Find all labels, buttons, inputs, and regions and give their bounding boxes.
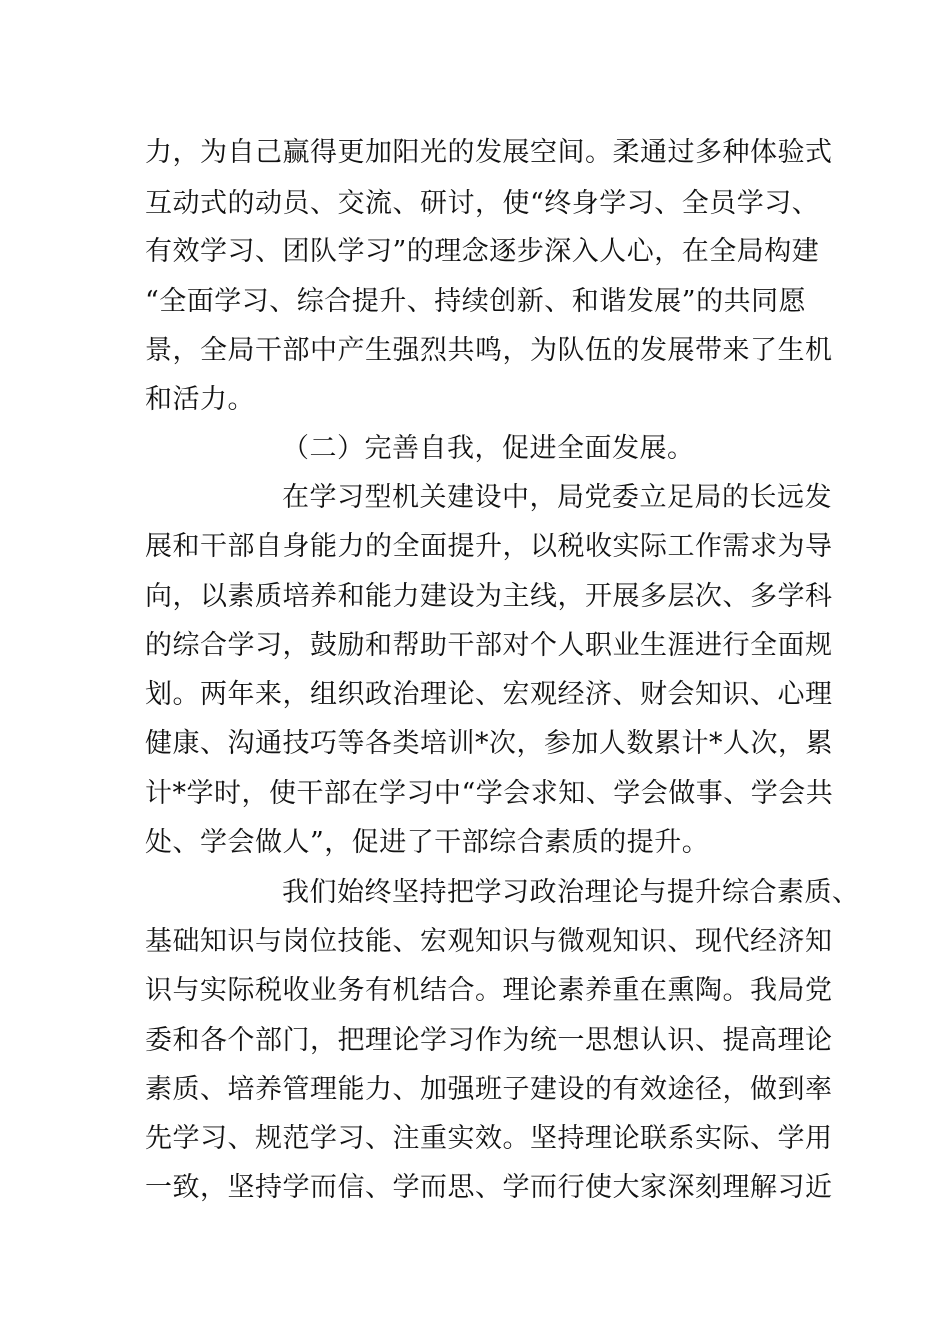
- paragraph-line: 互动式的动员、交流、研讨，使“终身学习、全员学习、: [145, 188, 820, 219]
- paragraph-line: 向，以素质培养和能力建设为主线，开展多层次、多学科: [145, 581, 833, 612]
- section-heading: （二）完善自我，促进全面发展。: [282, 433, 695, 464]
- paragraph-line: 和活力。: [145, 384, 255, 415]
- paragraph-line: 在学习型机关建设中，局党委立足局的长远发: [282, 482, 832, 513]
- paragraph-line: 计*学时，使干部在学习中“学会求知、学会做事、学会共: [145, 778, 834, 809]
- paragraph-line: 素质、培养管理能力、加强班子建设的有效途径，做到率: [145, 1074, 833, 1105]
- paragraph-line: 的综合学习，鼓励和帮助干部对个人职业生涯进行全面规: [145, 630, 833, 661]
- paragraph-line: 展和干部自身能力的全面提升，以税收实际工作需求为导: [145, 531, 833, 562]
- paragraph-line: 处、学会做人”，促进了干部综合素质的提升。: [145, 827, 710, 858]
- paragraph-line: 有效学习、团队学习”的理念逐步深入人心，在全局构建: [145, 236, 820, 267]
- paragraph-line: 识与实际税收业务有机结合。理论素养重在熏陶。我局党: [145, 975, 833, 1006]
- paragraph-line: 先学习、规范学习、注重实效。坚持理论联系实际、学用: [145, 1123, 833, 1154]
- paragraph-line: 基础知识与岗位技能、宏观知识与微观知识、现代经济知: [145, 926, 833, 957]
- paragraph-line: 景，全局干部中产生强烈共鸣，为队伍的发展带来了生机: [145, 335, 833, 366]
- paragraph-line: 一致，坚持学而信、学而思、学而行使大家深刻理解习近: [145, 1172, 833, 1203]
- paragraph-line: 力，为自己赢得更加阳光的发展空间。柔通过多种体验式: [145, 137, 833, 168]
- paragraph-line: “全面学习、综合提升、持续创新、和谐发展”的共同愿: [145, 286, 807, 317]
- paragraph-line: 健康、沟通技巧等各类培训*次，参加人数累计*人次，累: [145, 728, 833, 759]
- paragraph-line: 我们始终坚持把学习政治理论与提升综合素质、: [282, 877, 860, 908]
- paragraph-line: 划。两年来，组织政治理论、宏观经济、财会知识、心理: [145, 679, 833, 710]
- paragraph-line: 委和各个部门，把理论学习作为统一思想认识、提高理论: [145, 1025, 833, 1056]
